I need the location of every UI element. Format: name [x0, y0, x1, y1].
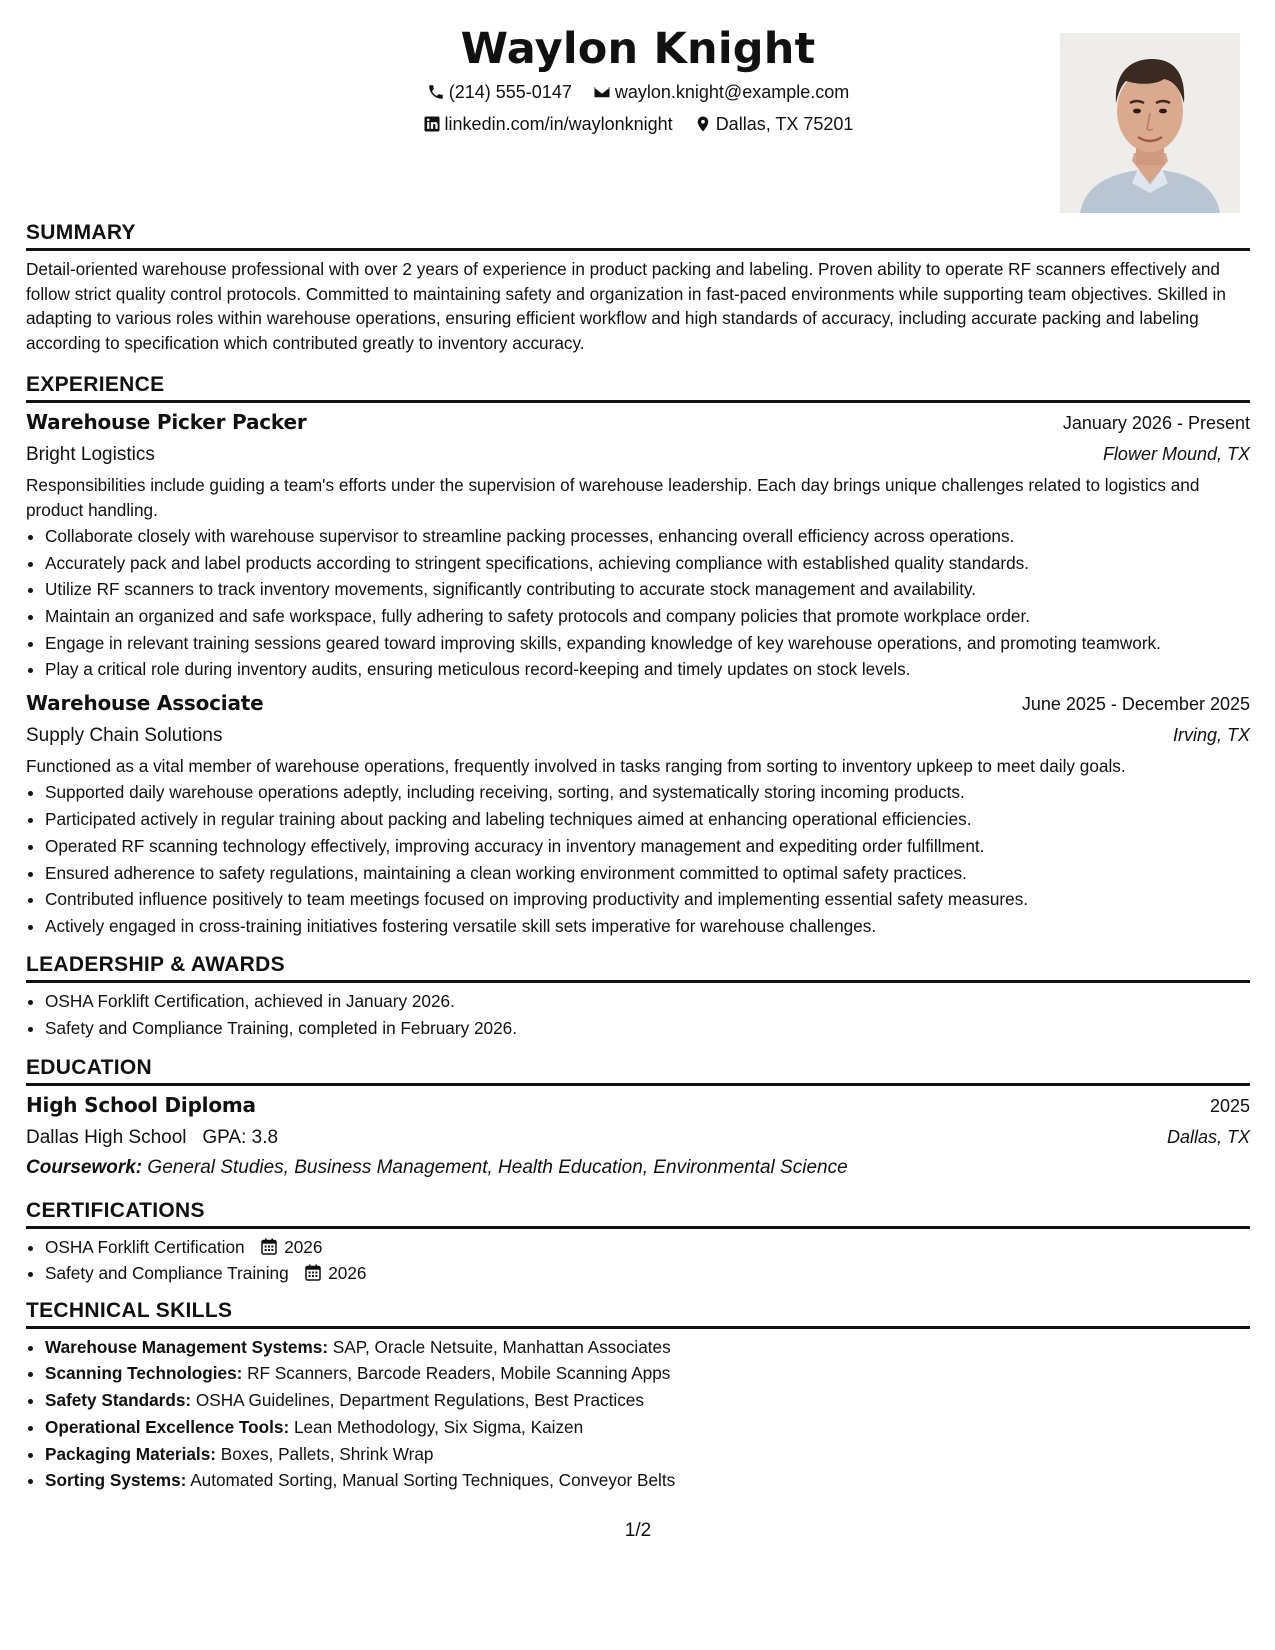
list-item — [45, 1261, 1250, 1286]
coursework-label: Coursework: — [26, 1156, 143, 1178]
list-item — [45, 1235, 1250, 1260]
awards-heading: LEADERSHIP & AWARDS — [26, 952, 1250, 983]
list-item — [45, 1442, 1250, 1467]
linkedin-icon — [423, 115, 441, 133]
skill-value: Automated Sorting, Manual Sorting Techniques, Conveyor Belts — [190, 1470, 676, 1491]
certification-year: 2026 — [284, 1236, 323, 1257]
school-name: Dallas High School — [26, 1126, 187, 1148]
skill-value: RF Scanners, Barcode Readers, Mobile Scanning Apps — [247, 1363, 671, 1384]
list-item: • Utilize RF scanners to track inventory movements, significantly contributing to accurate stock management and availability. — [45, 577, 1250, 602]
list-item: • Ensured adherence to safety regulations, maintaining a clean working environment committed to optimal safety practices. — [45, 861, 1250, 886]
candidate-name: Waylon Knight — [460, 24, 816, 74]
email-contact[interactable] — [593, 80, 849, 104]
awards-section — [26, 952, 1250, 1040]
profile-portrait-icon — [1060, 33, 1240, 213]
coursework — [26, 1154, 1250, 1182]
list-item: • Maintain an organized and safe workspace, fully adhering to safety protocols and company policies that promote workplace order. — [45, 604, 1250, 629]
skill-label: Packaging Materials: — [45, 1443, 216, 1464]
list-item: • Participated actively in regular training about packing and labeling techniques aimed at enhancing operational efficiencies. — [45, 807, 1250, 832]
list-item: • Contributed influence positively to team meetings focused on improving productivity and implementing essential safety measures. — [45, 887, 1250, 912]
resume-header — [26, 0, 1250, 220]
company-name: Supply Chain Solutions — [26, 724, 223, 746]
list-item — [45, 1468, 1250, 1493]
list-item: • OSHA Forklift Certification, achieved in January 2026. — [45, 989, 1250, 1014]
skills-list — [26, 1335, 1250, 1493]
certifications-list — [26, 1235, 1250, 1286]
job-dates: January 2026 - Present — [1062, 413, 1250, 433]
list-item: • Collaborate closely with warehouse supervisor to streamline packing processes, enhancing overall efficiency across operations. — [45, 524, 1250, 549]
job-dates: June 2025 - December 2025 — [1021, 693, 1250, 714]
linkedin-contact[interactable] — [423, 112, 673, 136]
list-item — [45, 1335, 1250, 1360]
summary-text: Detail-oriented warehouse professional with over 2 years of experience in product packing and labeling. Proven ability to operate RF scanners effectively and follow strict quality control protocols. Committed to maintaining safety and organization in fast-paced environments while supporting team objectives. Skilled in adapting to various roles within warehouse operations, ensuring efficient workflow and high standards of accuracy, including accurate packing and labeling according to specification which contributed greatly to inventory accuracy. — [26, 259, 1226, 353]
profile-photo — [1060, 33, 1240, 213]
skill-value: SAP, Oracle Netsuite, Manhattan Associates — [332, 1336, 671, 1357]
job-description: Responsibilities include guiding a team's efforts under the supervision of warehouse leadership. Each day brings unique challenges related to logistics and product handling. — [26, 475, 1200, 520]
gpa-text: GPA: 3.8 — [202, 1126, 279, 1148]
skill-label: Warehouse Management Systems: — [45, 1336, 329, 1357]
certification-name: Safety and Compliance Training — [45, 1263, 289, 1284]
certification-year: 2026 — [328, 1263, 367, 1284]
job-description: Functioned as a vital member of warehouse operations, frequently involved in tasks ranging from sorting to inventory upkeep to meet daily goals. — [26, 755, 1126, 776]
company-name: Bright Logistics — [26, 444, 155, 465]
awards-list — [26, 989, 1250, 1040]
email-address: waylon.knight@example.com — [614, 82, 850, 102]
location-text: Dallas, TX 75201 — [715, 114, 854, 134]
map-pin-icon — [694, 115, 712, 133]
summary-heading: SUMMARY — [26, 220, 1250, 251]
graduation-year: 2025 — [1209, 1095, 1250, 1116]
page-number: 1/2 — [624, 1520, 652, 1541]
summary-section — [26, 220, 1250, 355]
education-heading: EDUCATION — [26, 1055, 1250, 1086]
list-item — [45, 1388, 1250, 1413]
phone-number: (214) 555-0147 — [448, 82, 572, 102]
degree-name: High School Diploma — [26, 1092, 256, 1117]
coursework-list: General Studies, Business Management, Health Education, Environmental Science — [147, 1156, 848, 1178]
list-item: • Accurately pack and label products according to stringent specifications, achieving compliance with established quality standards. — [45, 551, 1250, 576]
resume-page — [26, 0, 1250, 1650]
job-bullets — [26, 780, 1250, 938]
list-item: • Engage in relevant training sessions geared toward improving skills, expanding knowledge of key warehouse operations, and promoting teamwork. — [45, 631, 1250, 656]
skill-label: Operational Excellence Tools: — [45, 1416, 290, 1437]
list-item: • Operated RF scanning technology effectively, improving accuracy in inventory management and expediting order fulfillment. — [45, 834, 1250, 859]
job-location: Flower Mound, TX — [1102, 444, 1250, 464]
school-location: Dallas, TX — [1166, 1126, 1250, 1147]
job-entry — [26, 407, 1250, 682]
calendar-icon — [261, 1238, 277, 1255]
certifications-heading: CERTIFICATIONS — [26, 1198, 1250, 1229]
list-item: • Actively engaged in cross-training initiatives fostering versatile skill sets imperative for warehouse challenges. — [45, 914, 1250, 939]
list-item — [45, 1415, 1250, 1440]
skills-section — [26, 1298, 1250, 1493]
phone-contact[interactable] — [427, 80, 572, 104]
skill-value: Boxes, Pallets, Shrink Wrap — [220, 1443, 434, 1464]
experience-heading: EXPERIENCE — [26, 372, 1250, 403]
linkedin-url: linkedin.com/in/waylonknight — [444, 114, 673, 134]
job-location: Irving, TX — [1172, 724, 1250, 745]
envelope-icon — [593, 83, 611, 101]
certifications-section — [26, 1198, 1250, 1286]
skill-label: Sorting Systems: — [45, 1470, 187, 1491]
job-bullets — [26, 524, 1250, 682]
list-item: • Supported daily warehouse operations adeptly, including receiving, sorting, and systematically storing incoming products. — [45, 780, 1250, 805]
certification-name: OSHA Forklift Certification — [45, 1236, 245, 1257]
job-entry — [26, 688, 1250, 938]
experience-section — [26, 372, 1250, 938]
list-item: • Play a critical role during inventory audits, ensuring meticulous record-keeping and timely updates on stock levels. — [45, 657, 1250, 682]
education-section — [26, 1055, 1250, 1182]
job-title: Warehouse Associate — [26, 690, 264, 715]
skill-label: Scanning Technologies: — [45, 1363, 243, 1384]
skills-heading: TECHNICAL SKILLS — [26, 1298, 1250, 1329]
job-title: Warehouse Picker Packer — [26, 410, 307, 434]
skill-value: Lean Methodology, Six Sigma, Kaizen — [293, 1416, 584, 1437]
phone-icon — [427, 83, 445, 101]
skill-value: OSHA Guidelines, Department Regulations, Best Practices — [195, 1390, 644, 1411]
calendar-icon — [305, 1264, 321, 1281]
list-item: • Safety and Compliance Training, completed in February 2026. — [45, 1016, 1250, 1041]
location-contact — [694, 112, 854, 136]
list-item — [45, 1361, 1250, 1386]
skill-label: Safety Standards: — [45, 1390, 192, 1411]
